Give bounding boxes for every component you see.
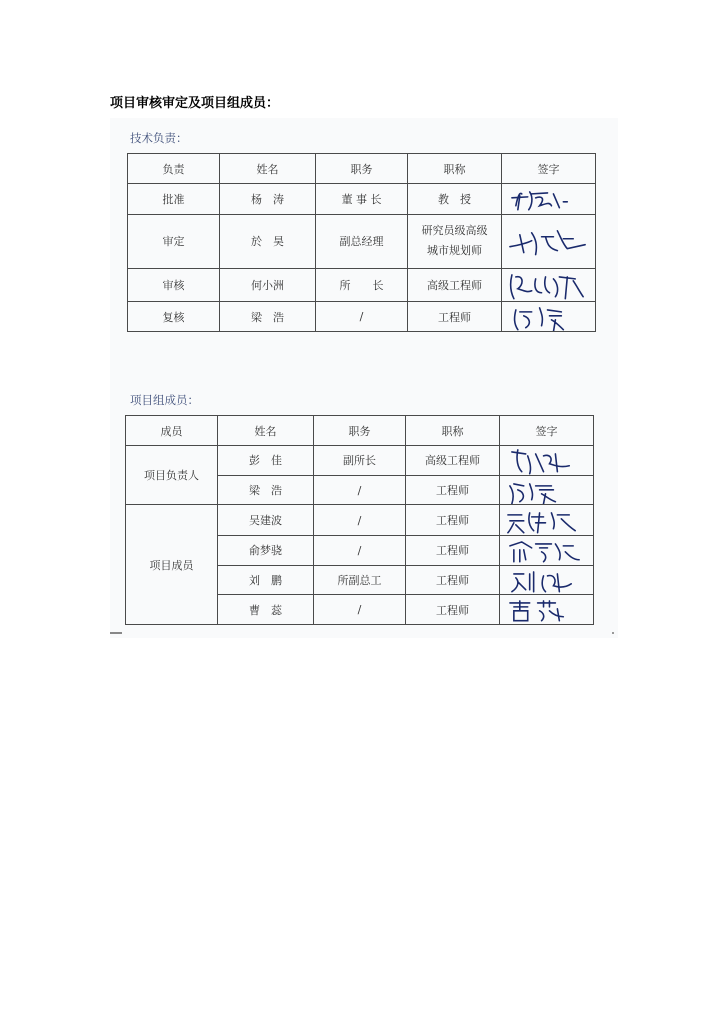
signature-cell	[500, 446, 594, 476]
group-leader-cell: 项目负责人	[126, 446, 218, 505]
team-header-signature: 签字	[500, 416, 594, 446]
title-cell: 工程师	[406, 475, 500, 505]
tech-header-post: 职务	[316, 154, 408, 184]
name-cell: 曹 蕊	[218, 595, 314, 625]
handwritten-signature	[502, 269, 595, 301]
name-cell: 吴建波	[218, 505, 314, 536]
role-cell: 批准	[128, 184, 220, 215]
title-cell: 教 授	[408, 184, 502, 215]
title-cell: 工程师	[406, 505, 500, 536]
team-header-title: 职称	[406, 416, 500, 446]
post-cell: 副所长	[314, 446, 406, 476]
handwritten-signature	[502, 184, 595, 214]
post-cell: /	[314, 536, 406, 566]
handwritten-signature	[500, 446, 593, 475]
group-members-cell: 项目成员	[126, 505, 218, 625]
handwritten-signature	[500, 536, 593, 565]
post-cell: 副总经理	[316, 214, 408, 268]
team-section-label: 项目组成员：	[130, 393, 199, 407]
team-header-member: 成员	[126, 416, 218, 446]
handwritten-signature	[500, 595, 593, 624]
name-cell: 彭 佳	[218, 446, 314, 476]
team-header-name: 姓名	[218, 416, 314, 446]
post-cell: /	[316, 301, 408, 332]
name-cell: 俞梦骁	[218, 536, 314, 566]
post-cell: 董 事 长	[316, 184, 408, 215]
role-cell: 复核	[128, 301, 220, 332]
name-cell: 何小洲	[220, 269, 316, 302]
handwritten-signature	[500, 566, 593, 595]
handwritten-signature	[500, 476, 593, 505]
handwritten-signature	[500, 505, 593, 535]
post-cell: 所 长	[316, 269, 408, 302]
signature-cell	[500, 475, 594, 505]
signature-cell	[500, 505, 594, 536]
title-cell: 高级工程师	[406, 446, 500, 476]
signature-cell	[500, 536, 594, 566]
post-cell: /	[314, 505, 406, 536]
tech-header-role: 负责	[128, 154, 220, 184]
signature-cell	[502, 269, 596, 302]
team-header-post: 职务	[314, 416, 406, 446]
table-row	[128, 301, 596, 332]
table-row	[126, 505, 594, 536]
title-cell: 工程师	[406, 595, 500, 625]
handwritten-signature	[502, 215, 595, 268]
scan-edge-dot	[612, 632, 614, 634]
name-cell: 刘 鹏	[218, 565, 314, 595]
team-table	[125, 415, 594, 625]
title-cell: 工程师	[406, 565, 500, 595]
title-line: 城市规划师	[427, 244, 482, 258]
handwritten-signature	[502, 302, 595, 332]
team-header-row	[126, 416, 594, 446]
tech-header-name: 姓名	[220, 154, 316, 184]
title-cell: 工程师	[406, 536, 500, 566]
title-cell: 工程师	[408, 301, 502, 332]
tech-header-title: 职称	[408, 154, 502, 184]
table-row	[128, 184, 596, 215]
title-cell	[408, 214, 502, 268]
table-row	[128, 269, 596, 302]
post-cell: 所副总工	[314, 565, 406, 595]
scan-edge-mark	[110, 632, 122, 634]
post-cell: /	[314, 475, 406, 505]
tech-header-signature: 签字	[502, 154, 596, 184]
signature-cell	[500, 595, 594, 625]
signature-cell	[500, 565, 594, 595]
signature-cell	[502, 184, 596, 215]
name-cell: 於 昊	[220, 214, 316, 268]
role-cell: 审核	[128, 269, 220, 302]
post-cell: /	[314, 595, 406, 625]
name-cell: 梁 浩	[218, 475, 314, 505]
name-cell: 杨 涛	[220, 184, 316, 215]
tech-section-label: 技术负责：	[130, 131, 188, 145]
title-cell: 高级工程师	[408, 269, 502, 302]
table-row	[128, 214, 596, 268]
role-cell: 审定	[128, 214, 220, 268]
table-row	[126, 446, 594, 476]
page-heading: 项目审核审定及项目组成员：	[110, 96, 280, 111]
name-cell: 梁 浩	[220, 301, 316, 332]
title-line: 研究员级高级	[421, 224, 488, 238]
tech-table	[127, 153, 596, 332]
signature-cell	[502, 214, 596, 268]
tech-header-row	[128, 154, 596, 184]
signature-cell	[502, 301, 596, 332]
